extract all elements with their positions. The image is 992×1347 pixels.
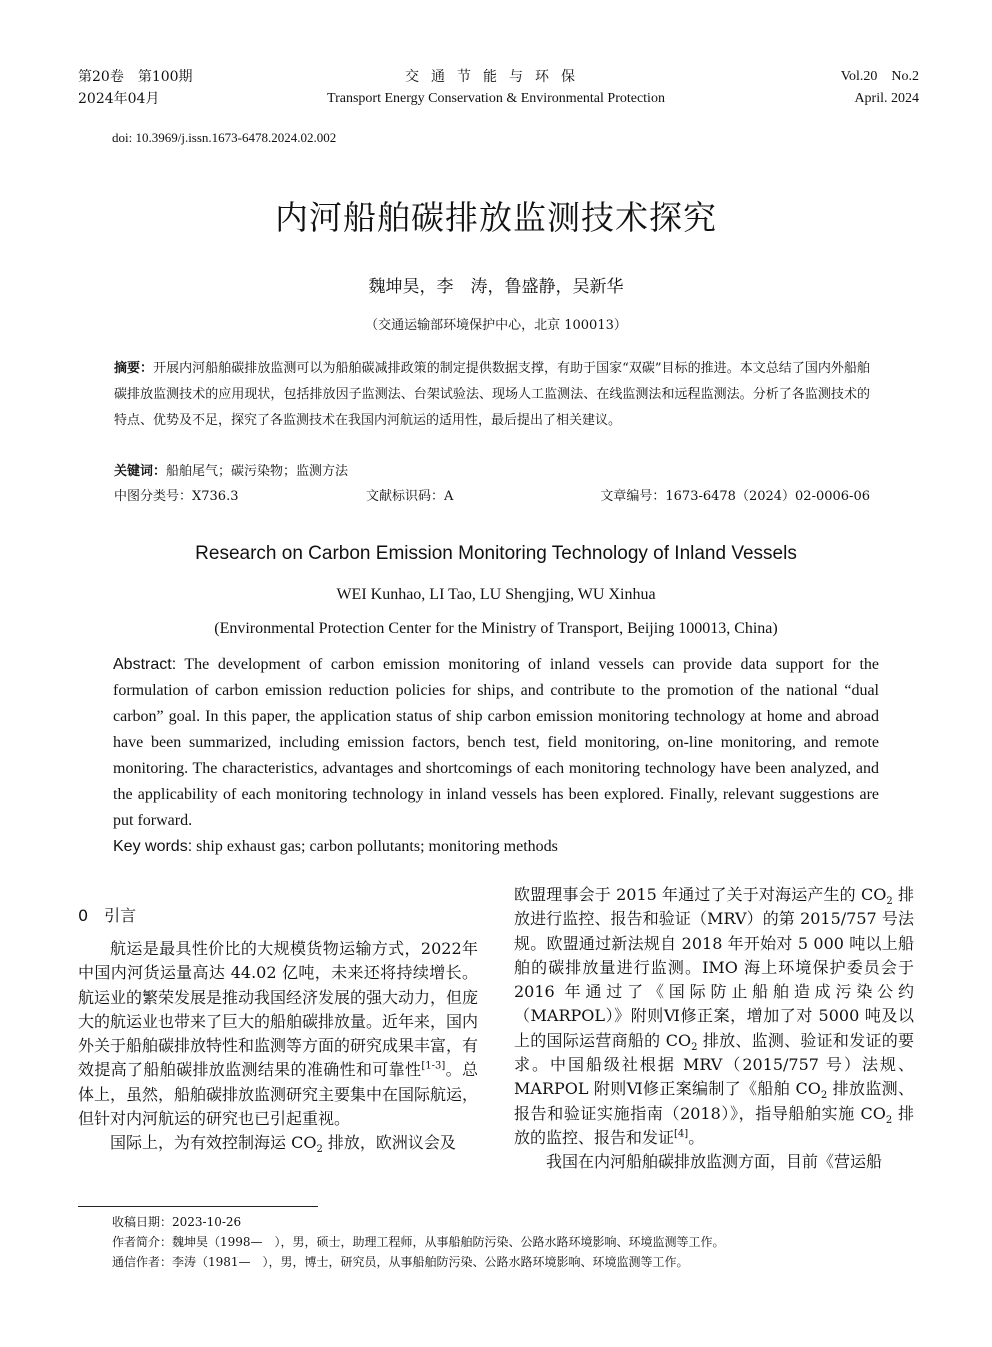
body-text: 排放监测、报告和验证实施指南（2018）》，指导船舶实施 CO [514,1079,914,1123]
body-text: 排放，欧洲议会及 [322,1133,456,1153]
footnote-rule [78,1206,318,1207]
body-paragraph [78,937,478,1131]
body-text: 排放、监测、验证和发证的要求。中国船级社根据 MRV（2015/757 号）法规、MARPOL 附则Ⅵ修正案编制了《船舶 CO [514,1030,914,1099]
subscript: 2 [316,1144,323,1156]
clc-number: 中图分类号：X736.3 [114,489,239,504]
journal-name-cn: 交通节能与环保 [405,69,587,85]
citation: [4] [674,1128,689,1140]
subscript: 2 [885,1114,893,1126]
affiliation-cn: （交通运输部环境保护中心，北京 100013） [365,318,627,333]
running-header-center [286,66,706,110]
date-en: April. 2024 [854,91,919,106]
running-header-right [760,66,919,110]
abstract-cn-label: 摘要： [114,361,154,376]
footnote-received-date: 收稿日期：2023-10-26 [112,1215,242,1229]
subscript: 2 [886,896,893,908]
doi: doi: 10.3969/j.issn.1673-6478.2024.02.002 [112,130,337,145]
volume-issue-cn: 第20卷 第100期 [78,69,193,85]
body-paragraph: 我国在内河船舶碳排放监测方面，目前《营运船 [546,1152,883,1172]
footnote-author-bio: 作者简介：魏坤昊（1998— ），男，硕士，助理工程师，从事船舶防污染、公路水路环境影响、环境监测等工作。 [112,1235,725,1249]
running-header-left [78,66,193,110]
title-cn: 内河船舶碳排放监测技术探究 [275,198,717,237]
section-heading-introduction: 0 引言 [78,906,137,925]
body-paragraph [514,883,914,1150]
body-paragraph [78,1131,478,1155]
authors-cn: 魏坤昊，李 涛，鲁盛静，吴新华 [368,277,624,297]
abstract-en [113,652,879,834]
keywords-en [113,834,879,860]
authors-en: WEI Kunhao, LI Tao, LU Shengjing, WU Xinhua [336,586,656,603]
body-text: 国际上，为有效控制海运 CO [110,1133,317,1153]
footnote-corresponding-author: 通信作者：李涛（1981— ），男，博士，研究员，从事船舶防污染、公路水路环境影响、环境监测等工作。 [112,1255,689,1269]
body-text: 航运是最具性价比的大规模货物运输方式，2022年中国内河货运量高达 44.02 亿吨，未来还将持续增长。航运业的繁荣发展是推动我国经济发展的强大动力，但庞大的航运业也带来了巨大的船舶碳排放量。近年来，国内外关于船舶碳排放特性和监测等方面的研究成果丰富，有效提高了船舶碳排放监测结果的准确性和可靠性 [78,939,479,1080]
classification-row [114,486,870,508]
date-cn: 2024年04月 [78,91,160,107]
abstract-en-text: The development of carbon emission monitoring of inland vessels can provide data support for the formulation of carbon emission reduction policies for ships, and contribute to the promotion of the national “dual carbon” goal. In this paper, the application status of ship carbon emission monitoring technology at home and abroad have been summarized, including emission factors, bench test, field monitoring, on-line monitoring, and remote monitoring. The characteristics, advantages and shortcomings of each monitoring technology have been analyzed, and the applicability of each monitoring technology in inland vessels has been explored. Finally, relevant suggestions are put forward. [113,656,880,829]
body-text: 。总体上，虽然，船舶碳排放监测研究主要集中在国际航运，但针对内河航运的研究也已引起重视。 [78,1060,479,1129]
keywords-cn [114,460,870,484]
abstract-cn-text: 开展内河船舶碳排放监测可以为船舶碳减排政策的制定提供数据支撑，有助于国家“双碳”目标的推进。本文总结了国内外船舶碳排放监测技术的应用现状，包括排放因子监测法、台架试验法、现场人工监测法、在线监测法和远程监测法。分析了各监测技术的特点、优势及不足，探究了各监测技术在我国内河航运的适用性，最后提出了相关建议。 [114,361,870,428]
body-column-right [514,883,914,1175]
document-code: 文献标识码：A [366,489,454,504]
affiliation-en: (Environmental Protection Center for the Ministry of Transport, Beijing 100013, China) [214,620,778,637]
body-column-left [78,937,478,1156]
journal-name-en: Transport Energy Conservation & Environmental Protection [327,91,665,106]
subscript: 2 [691,1041,698,1053]
article-number: 文章编号：1673-6478（2024）02-0006-06 [600,489,870,504]
subscript: 2 [820,1090,828,1102]
body-text: 。 [688,1127,705,1147]
volume-issue-en: Vol.20 No.2 [840,69,919,84]
keywords-en-text: ship exhaust gas; carbon pollutants; monitoring methods [196,838,558,855]
keywords-cn-text: 船舶尾气；碳污染物；监测方法 [166,464,349,479]
citation: [1-3] [421,1061,446,1073]
body-text: 排放进行监控、报告和验证（MRV）的第 2015/757 号法规。欧盟通过新法规自 2018 年开始对 5 000 吨以上船舶的碳排放量进行监测。IMO 海上环境保护委员会于 2016 年通过了《国际防止船舶造成污染公约（MARPOL）》附则Ⅵ修正案，增加了对 5000 吨及以上的国际运营商船的 CO [514,885,914,1050]
keywords-cn-label: 关键词： [114,464,167,479]
body-text: 排放的监控、报告和发证 [514,1103,914,1147]
body-text: 欧盟理事会于 2015 年通过了关于对海运产生的 CO [514,885,887,904]
abstract-en-label: Abstract: [113,656,177,673]
title-en: Research on Carbon Emission Monitoring Technology of Inland Vessels [195,543,797,564]
abstract-cn [114,356,870,434]
keywords-en-label: Key words: [113,838,193,855]
